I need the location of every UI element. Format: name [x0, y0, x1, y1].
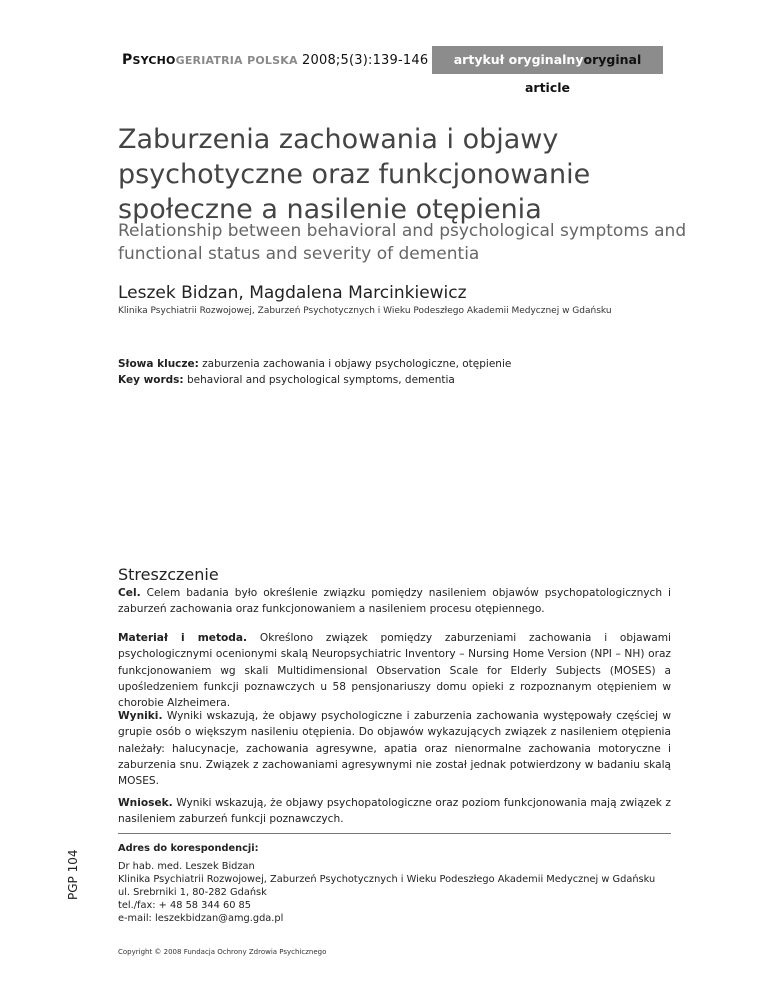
correspondence-label: Adres do korespondencji:	[118, 843, 259, 854]
results-text: Wyniki wskazują, że objawy psychologiczne i zaburzenia zachowania występowały częściej w grupie osób o większym nasileniu otępienia. Do objawów wykazujących związek z nasileniem otępienia należały: halucynacje, zachowania agresywne, apatia oraz nienormalne zachowania motoryczne i zaburzenia snu. Związek z zachowaniami agresywnymi nie został jednak potwierdzony w badaniu skalą MOSES.	[118, 710, 671, 788]
keywords-en-label: Key words:	[118, 374, 184, 386]
conclusion-label: Wniosek.	[118, 797, 173, 809]
results-label: Wyniki.	[118, 710, 163, 722]
methods-text: Określono związek pomiędzy zaburzeniami zachowania i objawami psychologicznymi ocenionymi skalą Neuropsychiatric Inventory – Nursing Home Version (NPI – NH) oraz funkcjonowaniem wg skali Multidimensional Observation Scale for Elderly Subjects (MOSES) a upośledzeniem funkcji poznawczych u 58 pensjonariuszy domu opieki z rozpoznanym otępieniem w chorobie Alzheimera.	[118, 632, 671, 710]
abstract-conclusion	[118, 795, 671, 828]
correspondence-block	[118, 842, 678, 925]
correspondence-institution: Klinika Psychiatrii Rozwojowej, Zaburzeń Psychotycznych i Wieku Podeszłego Akademii Medycznej w Gdańsku	[118, 874, 656, 885]
keywords-pl-label: Słowa klucze:	[118, 358, 199, 370]
journal-citation	[122, 52, 428, 68]
abstract-methods	[118, 630, 671, 711]
article-type-badge	[432, 46, 663, 95]
journal-initial: P	[122, 52, 133, 68]
abstract-aim	[118, 585, 671, 618]
keywords-en	[118, 372, 678, 388]
page-tag: PGP 104	[66, 849, 80, 900]
section-divider	[118, 833, 671, 834]
journal-name-part2: GERIATRIA	[175, 54, 243, 67]
abstract-heading: Streszczenie	[118, 565, 219, 584]
copyright-notice: Copyright © 2008 Fundacja Ochrony Zdrowia Psychicznego	[118, 948, 327, 956]
abstract-results	[118, 708, 671, 789]
journal-name-part3: POLSKA	[247, 54, 298, 67]
affiliation: Klinika Psychiatrii Rozwojowej, Zaburzeń Psychotycznych i Wieku Podeszłego Akademii Medycznej w Gdańsku	[118, 306, 612, 316]
keywords-pl	[118, 356, 678, 372]
article-title-pl: Zaburzenia zachowania i objawy psychotyczne oraz funkcjonowanie społeczne a nasilenie otępienia	[118, 124, 591, 225]
journal-name-part1: SYCHO	[132, 54, 176, 67]
aim-text: Celem badania było określenie związku pomiędzy nasileniem objawów psychopatologicznych i zaburzeń zachowania oraz funkcjonowaniem a nasileniem procesu otępiennego.	[118, 587, 671, 616]
citation-ref: 2008;5(3):139-146	[302, 53, 429, 68]
correspondence-street: ul. Srebrniki 1, 80-282 Gdańsk	[118, 887, 267, 898]
article-title-en: Relationship between behavioral and psychological symptoms and functional status and severity of dementia	[118, 221, 687, 264]
badge-en: oryginal article	[524, 52, 642, 95]
aim-label: Cel.	[118, 587, 141, 599]
keywords-pl-text: zaburzenia zachowania i objawy psychologiczne, otępienie	[198, 358, 512, 370]
methods-label: Materiał i metoda.	[118, 632, 248, 644]
keywords-en-text: behavioral and psychological symptoms, dementia	[183, 374, 455, 386]
correspondence-name: Dr hab. med. Leszek Bidzan	[118, 861, 255, 872]
badge-pl: artykuł oryginalny	[453, 52, 584, 67]
keywords	[118, 356, 678, 388]
conclusion-text: Wyniki wskazują, że objawy psychopatologiczne oraz poziom funkcjonowania mają związek z nasileniem zaburzeń funkcji poznawczych.	[118, 797, 671, 826]
correspondence-email: e-mail: leszekbidzan@amg.gda.pl	[118, 913, 284, 924]
correspondence-phone: tel./fax: + 48 58 344 60 85	[118, 900, 252, 911]
authors: Leszek Bidzan, Magdalena Marcinkiewicz	[118, 283, 467, 303]
